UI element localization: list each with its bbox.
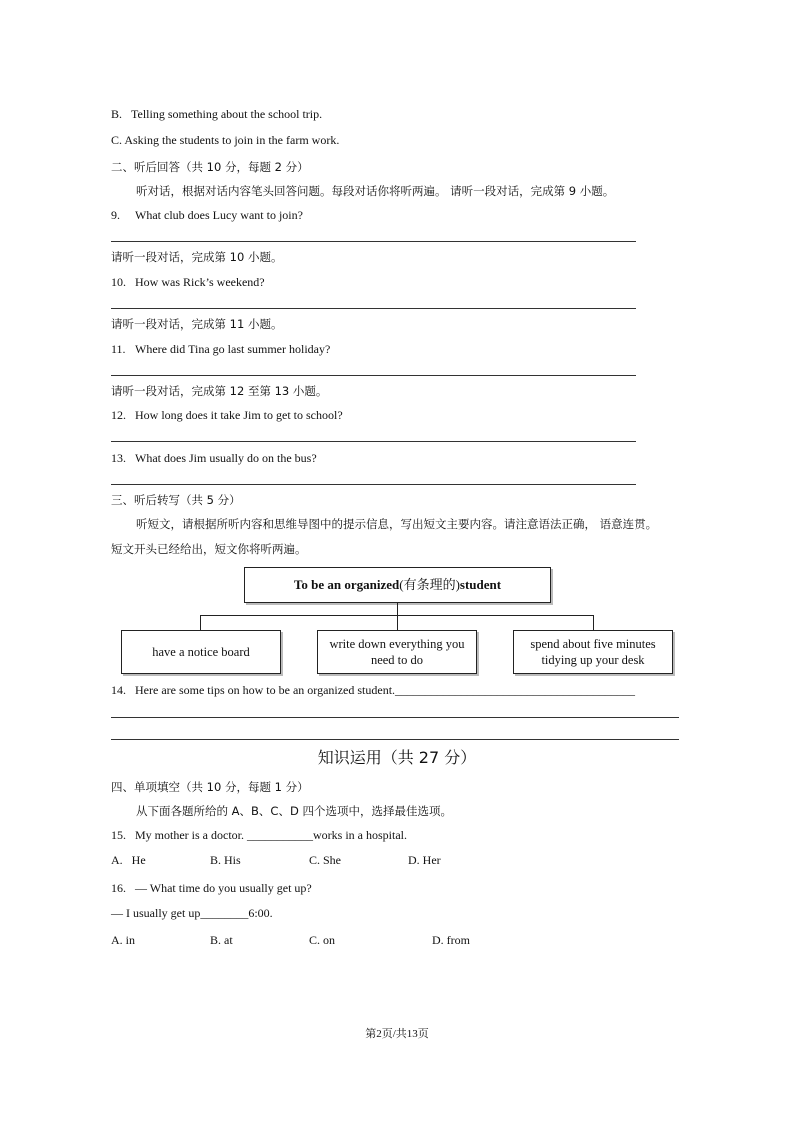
q16-option-d[interactable]: D. from <box>432 933 470 947</box>
connector-vertical-root <box>397 602 398 615</box>
mindmap-branch-3-line2: tidying up your desk <box>541 653 645 667</box>
answer-line-12[interactable] <box>111 441 636 442</box>
question-14 <box>111 683 635 697</box>
question-9 <box>111 208 303 222</box>
answer-line-11[interactable] <box>111 375 636 376</box>
mindmap-branch-2-line1: write down everything you <box>329 637 465 651</box>
mindmap-branch-3-line1: spend about five minutes <box>530 637 656 651</box>
mindmap-root <box>244 567 551 603</box>
question-text: How long does it take Jim to get to school? <box>135 408 343 422</box>
question-number: 15. <box>111 828 126 842</box>
question-10 <box>111 275 265 289</box>
question-number: 14. <box>111 683 126 697</box>
answer-line-9[interactable] <box>111 241 636 242</box>
answer-line-13[interactable] <box>111 484 636 485</box>
answer-line-14b[interactable] <box>111 739 679 740</box>
question-text: What does Jim usually do on the bus? <box>135 451 317 465</box>
question-number: 12. <box>111 408 126 422</box>
note-10: 请听一段对话，完成第 10 小题。 <box>111 250 283 264</box>
question-text: How was Rick’s weekend? <box>135 275 265 289</box>
connector-right <box>593 615 594 630</box>
section3-heading: 三、听后转写（共 5 分） <box>111 493 241 507</box>
question-16 <box>111 881 312 895</box>
question-12 <box>111 408 343 422</box>
section3-instruction-2: 短文开头已经给出，短文你将听两遍。 <box>111 542 307 556</box>
note-11: 请听一段对话，完成第 11 小题。 <box>111 317 283 331</box>
part-title: 知识运用（共 27 分） <box>317 748 477 767</box>
q15-option-c[interactable]: C. She <box>309 853 342 867</box>
mindmap-branch-2-line2: need to do <box>370 653 424 667</box>
answer-line-10[interactable] <box>111 308 636 309</box>
section3-instruction-1: 听短文，请根据所听内容和思维导图中的提示信息，写出短文主要内容。请注意语法正确， 语意连贯。 <box>136 517 658 531</box>
answer-line-14a[interactable] <box>111 717 679 718</box>
question-text: Where did Tina go last summer holiday? <box>135 342 331 356</box>
mindmap-branch-2 <box>317 630 477 674</box>
q16-option-c[interactable]: C. on <box>309 933 336 947</box>
question-text: — What time do you usually get up? <box>135 881 312 895</box>
option-b: B. Telling something about the school trip. <box>111 107 323 121</box>
mindmap-branch-1 <box>121 630 281 674</box>
question-number: 9. <box>111 208 120 222</box>
page-number: 第2页/共13页 <box>365 1028 429 1040</box>
note-12: 请听一段对话，完成第 12 至第 13 小题。 <box>111 384 328 398</box>
question-11 <box>111 342 330 356</box>
q16-option-a[interactable]: A. in <box>111 933 135 947</box>
mindmap-branch-3 <box>513 630 673 674</box>
question-number: 16. <box>111 881 126 895</box>
mindmap-root-suffix: student <box>459 577 502 592</box>
question-text: My mother is a doctor. ___________works in a hospital. <box>135 828 407 842</box>
q15-option-a[interactable]: A. He <box>111 853 146 867</box>
mindmap-root-prefix: To be an organized <box>293 577 400 592</box>
question-number: 11. <box>111 342 126 356</box>
section4-heading: 四、单项填空（共 10 分，每题 1 分） <box>111 780 309 794</box>
q15-option-d[interactable]: D. Her <box>408 853 441 867</box>
question-16-line2: — I usually get up________6:00. <box>111 906 273 920</box>
connector-left <box>200 615 201 630</box>
question-number: 10. <box>111 275 126 289</box>
mindmap-root-chinese: (有条理的) <box>399 577 460 592</box>
question-text: Here are some tips on how to be an organized student.________________________________________ <box>135 683 636 697</box>
question-text: What club does Lucy want to join? <box>135 208 303 222</box>
q16-option-b[interactable]: B. at <box>210 933 233 947</box>
section4-instruction: 从下面各题所给的 A、B、C、D 四个选项中，选择最佳选项。 <box>136 804 452 818</box>
question-13 <box>111 451 317 465</box>
section2-heading: 二、听后回答（共 10 分，每题 2 分） <box>111 160 309 174</box>
mindmap-branch-1-label: have a notice board <box>152 645 250 659</box>
option-c: C. Asking the students to join in the farm work. <box>111 133 340 147</box>
question-15 <box>111 828 407 842</box>
connector-middle <box>397 615 398 630</box>
question-number: 13. <box>111 451 126 465</box>
q15-option-b[interactable]: B. His <box>210 853 241 867</box>
section2-instruction: 听对话，根据对话内容笔头回答问题。每段对话你将听两遍。 请听一段对话，完成第 9 小题。 <box>136 184 615 198</box>
